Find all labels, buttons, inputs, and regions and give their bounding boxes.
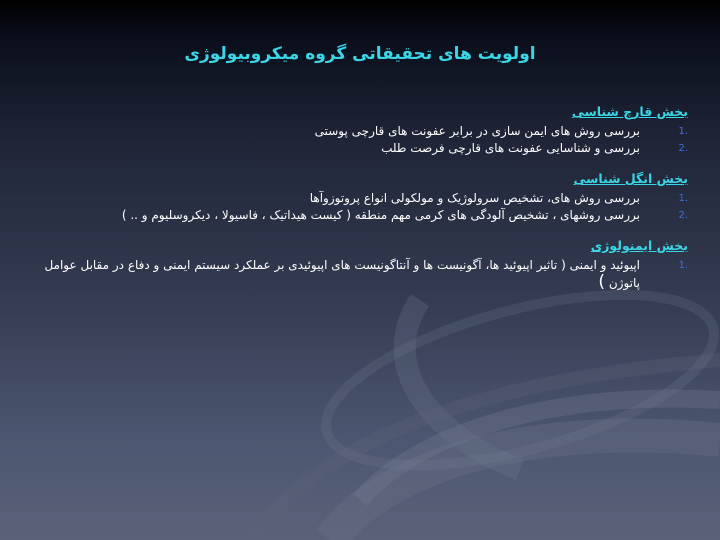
list-parasitology bbox=[40, 190, 688, 224]
list-number: 1. bbox=[678, 193, 688, 204]
section-parasitology bbox=[40, 171, 688, 224]
list-number: 2. bbox=[678, 143, 688, 154]
list-item-text: بررسی روشهای ، تشخیص آلودگی های کرمی مهم منطقه ( کیست هیداتیک ، فاسیولا ، دیکروسلیوم و .. ) bbox=[121, 208, 640, 222]
list-item-text: بررسی روش های ایمن سازی در برابر عفونت های قارچی پوستی bbox=[314, 124, 640, 138]
list-number: 1. bbox=[678, 260, 688, 271]
slide-title: اولویت های تحقیقاتی گروه میکروبیولوژی bbox=[184, 44, 536, 64]
closing-parenthesis: ) bbox=[598, 272, 606, 292]
list-item-text: اپیوئید و ایمنی ( تاثیر اپیوئید ها، آگونیست ها و آنتاگونیست های اپیوئیدی بر عملکرد سیستم ایمنی و دفاع در مقابل عوامل پاتوژن bbox=[44, 258, 640, 290]
list-immunology bbox=[40, 257, 688, 292]
list-item-text: بررسی و شناسایی عفونت های قارچی فرصت طلب bbox=[381, 141, 640, 155]
slide-content bbox=[40, 104, 688, 306]
list-number: 2. bbox=[678, 210, 688, 221]
section-immunology bbox=[40, 238, 688, 292]
list-item bbox=[40, 207, 688, 224]
list-item bbox=[40, 190, 688, 207]
list-item bbox=[40, 123, 688, 140]
list-item bbox=[40, 140, 688, 157]
section-heading-parasitology: بخش انگل شناسی bbox=[573, 171, 688, 186]
section-heading-immunology: بخش ایمنولوژی bbox=[590, 238, 688, 253]
list-item bbox=[40, 257, 688, 292]
section-mycology bbox=[40, 104, 688, 157]
list-number: 1. bbox=[678, 126, 688, 137]
list-mycology bbox=[40, 123, 688, 157]
list-item-text: بررسی روش های، تشخیص سرولوژیک و مولکولی انواع پروتوزوآها bbox=[309, 191, 640, 205]
section-heading-mycology: بخش قارچ شناسی bbox=[571, 104, 688, 119]
